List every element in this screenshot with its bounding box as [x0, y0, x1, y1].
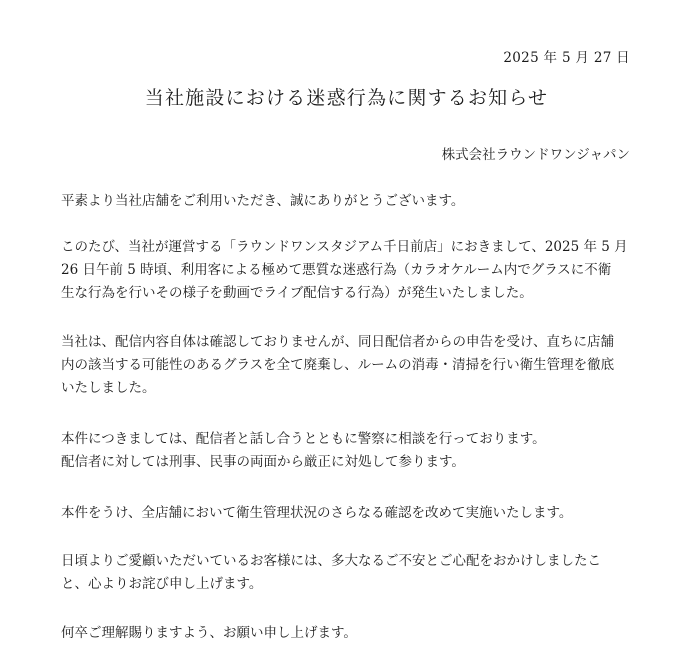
paragraph-closing — [61, 622, 635, 645]
paragraph-line: 26 日午前 5 時頃、利用客による極めて悪質な迷惑行為（カラオケルーム内でグラスに不衛 — [61, 262, 612, 278]
notice-date: 2025 年 5 月 27 日 — [503, 50, 630, 66]
paragraph-legal-action — [61, 428, 635, 474]
paragraph-line: 配信者に対しては刑事、民事の両面から厳正に対処して参ります。 — [61, 454, 465, 470]
paragraph-line: いたしました。 — [61, 380, 156, 396]
paragraph-apology — [61, 550, 635, 596]
paragraph-line: 本件をうけ、全店舗において衛生管理状況のさらなる確認を改めて実施いたします。 — [61, 505, 573, 521]
paragraph-inspection — [61, 502, 635, 525]
paragraph-line: 日頃よりご愛顧いただいているお客様には、多大なるご不安とご心配をおかけしましたこ — [61, 553, 601, 569]
paragraph-line: 当社は、配信内容自体は確認しておりませんが、同日配信者からの申告を受け、直ちに店舗 — [61, 334, 614, 350]
paragraph-line: 内の該当する可能性のあるグラスを全て廃棄し、ルームの消毒・清掃を行い衛生管理を徹底 — [61, 357, 615, 373]
paragraph-response — [61, 331, 635, 400]
paragraph-line: 平素より当社店舗をご利用いただき、誠にありがとうございます。 — [61, 193, 465, 209]
paragraph-incident — [61, 236, 635, 305]
paragraph-line: 何卒ご理解賜りますよう、お願い申し上げます。 — [61, 625, 357, 641]
paragraph-line: このたび、当社が運営する「ラウンドワンスタジアム千日前店」におきまして、2025 年 5 月 — [61, 239, 628, 255]
paragraph-line: 本件につきましては、配信者と話し合うとともに警察に相談を行っております。 — [61, 431, 546, 447]
company-name: 株式会社ラウンドワンジャパン — [441, 147, 630, 163]
paragraph-greeting — [61, 190, 635, 213]
notice-title: 当社施設における迷惑行為に関するお知らせ — [144, 87, 549, 109]
paragraph-line: 生な行為を行いその様子を動画でライブ配信する行為）が発生いたしました。 — [61, 285, 533, 301]
paragraph-line: と、心よりお詫び申し上げます。 — [61, 576, 263, 592]
